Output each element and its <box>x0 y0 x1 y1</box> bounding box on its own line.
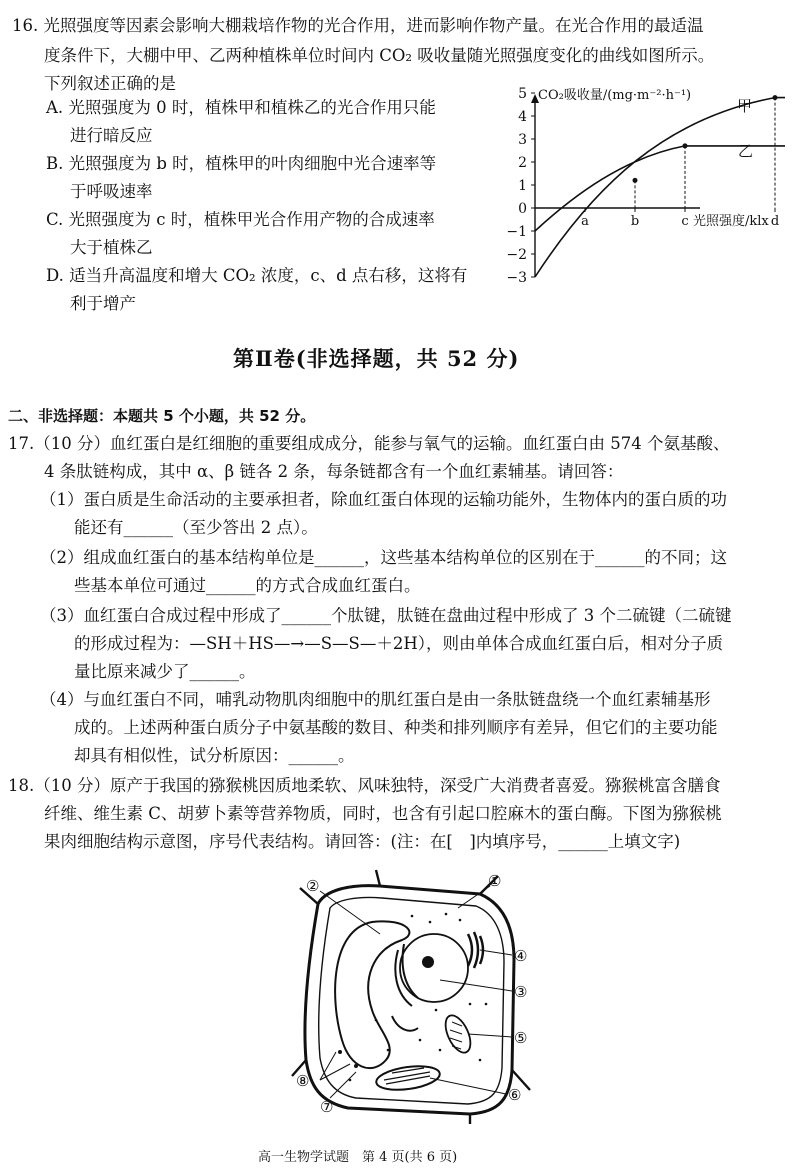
nucleolus <box>422 956 434 968</box>
chart-y-tick-label: −3 <box>506 270 527 285</box>
cell-label-4: ④ <box>514 947 528 965</box>
series-jia-line <box>535 98 785 277</box>
chart-ylabel: CO₂吸收量/(mg·m⁻²·h⁻¹) <box>538 88 692 103</box>
chart-y-tick-label: 1 <box>518 178 527 194</box>
q17-sub3-line2: 的形成过程为：—SH＋HS—→—S—S—＋2H），则由单体合成血红蛋白后，相对分子质 <box>74 634 723 653</box>
chart-xlabel: 光照强度/klx <box>693 214 769 229</box>
chart-x-tick-label: b <box>630 214 640 229</box>
q17-sub1-line2: 能还有______（至少答出 2 点）。 <box>74 518 318 537</box>
nucleus <box>400 934 468 1002</box>
legend-label-yi: 乙 <box>738 142 754 160</box>
q17-sub2-line1: （2）组成血红蛋白的基本结构单位是______，这些基本结构单位的区别在于______的不同；这 <box>40 548 727 567</box>
kiwi-cell-diagram <box>290 865 540 1125</box>
q16-line3: 下列叙述正确的是 <box>44 74 176 93</box>
q17-sub4-line3: 却具有相似性，试分析原因：______。 <box>74 746 355 765</box>
q16-option-d-line1: D. 适当升高温度和增大 CO₂ 浓度，c、d 点右移，这将有 <box>46 266 468 285</box>
q16-option-c-line2: 大于植株乙 <box>70 238 153 257</box>
chart-x-tick-label: c <box>681 214 689 229</box>
page-footer: 高一生物学试题 第 4 页(共 6 页) <box>258 1150 458 1165</box>
chart-y-tick-label: 2 <box>518 155 527 171</box>
cell-label-2: ② <box>306 877 320 895</box>
q16-option-b-line1: B. 光照强度为 b 时，植株甲的叶肉细胞中光合速率等 <box>46 154 437 173</box>
cell-label-7: ⑦ <box>320 1098 334 1116</box>
q17-sub3-line3: 量比原来减少了______。 <box>74 662 256 681</box>
q17-sub4-line1: （4）与血红蛋白不同，哺乳动物肌肉细胞中的肌红蛋白是由一条肽链盘绕一个血红素辅基形 <box>40 690 711 709</box>
chart-point <box>633 178 638 183</box>
q17-sub2-line2: 些基本单位可通过______的方式合成血红蛋白。 <box>74 576 421 595</box>
q16-line1: 16. 光照强度等因素会影响大棚栽培作物的光合作用，进而影响作物产量。在光合作用的最适温 <box>12 16 704 35</box>
chart-point <box>773 95 778 100</box>
q16-option-a-line1: A. 光照强度为 0 时，植株甲和植株乙的光合作用只能 <box>46 98 436 117</box>
cell-label-3: ③ <box>514 983 528 1001</box>
q18-line1: 18.（10 分）原产于我国的猕猴桃因质地柔软、风味独特，深受广大消费者喜爱。猕猴桃富含膳食 <box>8 776 721 795</box>
chart-y-tick-label: −1 <box>506 224 527 240</box>
cell-label-6: ⑥ <box>508 1086 522 1104</box>
part2-heading: 第Ⅱ卷(非选择题，共 52 分) <box>233 346 520 371</box>
q17-sub4-line2: 成的。上述两种蛋白质分子中氨基酸的数目、种类和排列顺序有差异，但它们的主要功能 <box>74 718 718 737</box>
q17-line1: 17.（10 分）血红蛋白是红细胞的重要组成成分，能参与氧气的运输。血红蛋白由 574 个氨基酸、 <box>8 434 730 453</box>
cell-label-1: ① <box>488 872 502 890</box>
chart-y-tick-label: 0 <box>518 201 527 217</box>
chart-x-tick-label: a <box>581 214 589 229</box>
chart-y-tick-label: 3 <box>518 132 527 148</box>
q16-line2: 度条件下，大棚中甲、乙两种植株单位时间内 CO₂ 吸收量随光照强度变化的曲线如图所示。 <box>44 46 715 65</box>
section2-header: 二、非选择题：本题共 5 个小题，共 52 分。 <box>8 407 316 425</box>
q18-line3: 果肉细胞结构示意图，序号代表结构。请回答：(注：在[ ]内填序号，______上填文字) <box>44 832 681 851</box>
q17-line2: 4 条肽链构成，其中 α、β 链各 2 条，每条链都含有一个血红素辅基。请回答： <box>44 462 624 481</box>
q17-sub3-line1: （3）血红蛋白合成过程中形成了______个肽键，肽链在盘曲过程中形成了 3 个二硫键（二硫键 <box>40 606 732 625</box>
q18-line2: 纤维、维生素 C、胡萝卜素等营养物质，同时，也含有引起口腔麻木的蛋白酶。下图为猕猴桃 <box>44 804 722 823</box>
q16-option-a-line2: 进行暗反应 <box>70 126 153 145</box>
vacuole <box>335 921 409 1068</box>
q17-sub1-line1: （1）蛋白质是生命活动的主要承担者，除血红蛋白体现的运输功能外，生物体内的蛋白质的功 <box>40 490 727 509</box>
chart-y-tick-label: 5 <box>518 86 527 102</box>
legend-label-jia: 甲 <box>737 97 753 115</box>
chart-y-tick-label: 4 <box>518 109 527 125</box>
cell-label-8: ⑧ <box>296 1072 310 1090</box>
co2-absorption-chart <box>505 80 795 285</box>
q16-option-d-line2: 利于增产 <box>70 294 136 313</box>
cell-label-5: ⑤ <box>514 1029 528 1047</box>
chart-y-tick-label: −2 <box>506 247 527 263</box>
chart-point <box>683 143 688 148</box>
q16-option-b-line2: 于呼吸速率 <box>70 182 153 201</box>
q16-option-c-line1: C. 光照强度为 c 时，植株甲光合作用产物的合成速率 <box>46 210 435 229</box>
chart-x-tick-label: d <box>770 214 780 229</box>
